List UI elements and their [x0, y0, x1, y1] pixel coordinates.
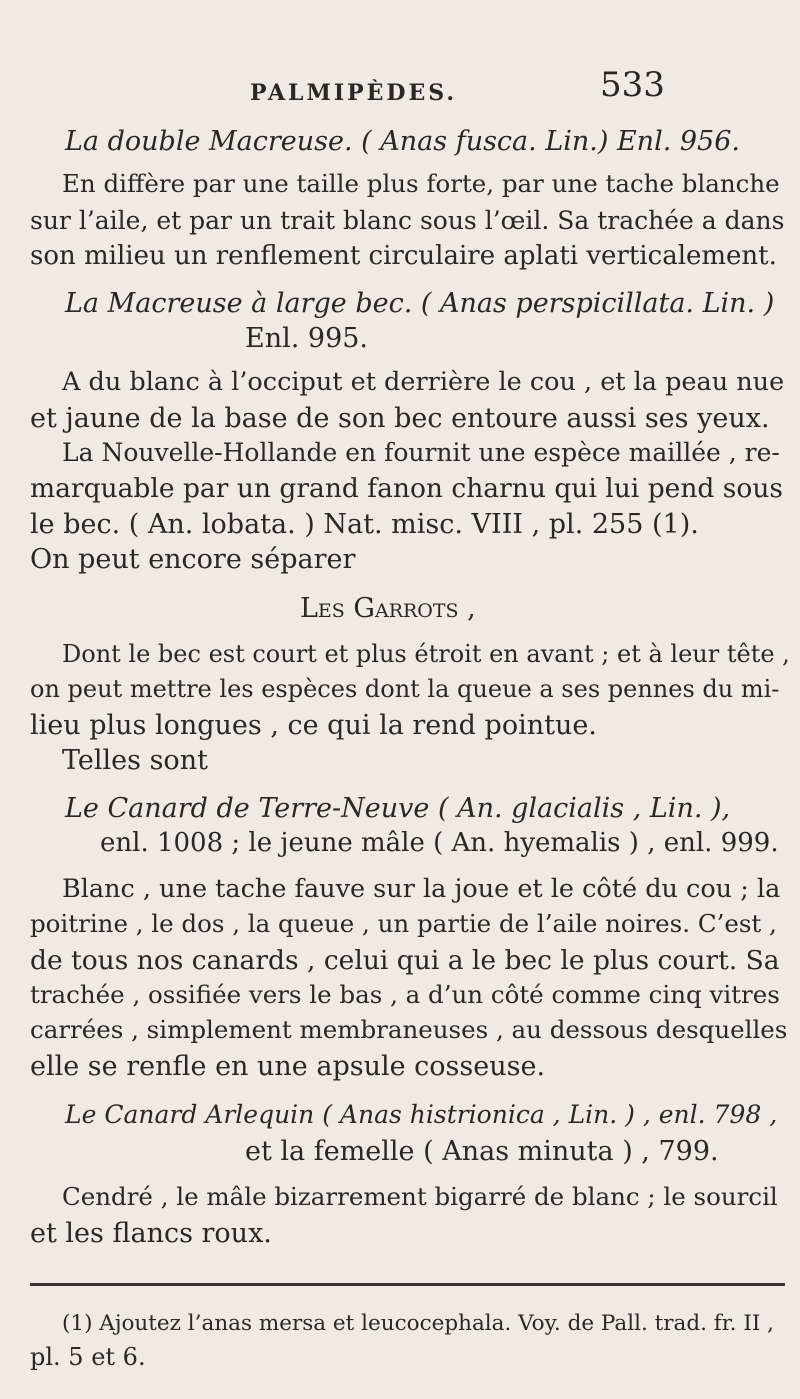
- running-head: PALMIPÈDES.: [250, 80, 458, 106]
- body-line: on peut mettre les espèces dont la queue a ses pennes du mi-: [30, 675, 780, 703]
- section-heading-canard-terre-neuve: Le Canard de Terre-Neuve ( An. glacialis , Lin. ),: [65, 793, 731, 824]
- section-heading-canard-arlequin: Le Canard Arlequin ( Anas histrionica , Lin. ) , enl. 798 ,: [65, 1100, 778, 1129]
- section-heading-garrots: Les Garrots ,: [300, 593, 476, 624]
- body-line: En diffère par une taille plus forte, par une tache blanche: [62, 169, 780, 198]
- section-heading-macreuse-large-bec: La Macreuse à large bec. ( Anas perspicillata. Lin. ): [65, 288, 775, 319]
- body-line: trachée , ossifiée vers le bas , a d’un côté comme cinq vitres: [30, 980, 780, 1009]
- body-line: sur l’aile, et par un trait blanc sous l’œil. Sa trachée a dans: [30, 206, 785, 235]
- body-line: Blanc , une tache fauve sur la joue et le côté du cou ; la: [62, 874, 781, 904]
- body-line: et les flancs roux.: [30, 1218, 272, 1249]
- body-line: Cendré , le mâle bizarrement bigarré de blanc ; le sourcil: [62, 1182, 778, 1211]
- body-line: Telles sont: [62, 745, 208, 776]
- section-heading-plate: enl. 1008 ; le jeune mâle ( An. hyemalis ) , enl. 999.: [100, 828, 779, 858]
- footnote-line: (1) Ajoutez l’anas mersa et leucocephala. Voy. de Pall. trad. fr. II ,: [62, 1311, 774, 1336]
- body-line: A du blanc à l’occiput et derrière le cou , et la peau nue: [62, 367, 785, 397]
- body-line: son milieu un renflement circulaire aplati verticalement.: [30, 241, 777, 271]
- body-line: elle se renfle en une apsule cosseuse.: [30, 1051, 546, 1082]
- footnote-rule: [30, 1283, 785, 1286]
- body-line: le bec. ( An. lobata. ) Nat. misc. VIII , pl. 255 (1).: [30, 509, 699, 540]
- body-line: de tous nos canards , celui qui a le bec le plus court. Sa: [30, 945, 780, 976]
- body-line: marquable par un grand fanon charnu qui lui pend sous: [30, 473, 784, 504]
- body-line: On peut encore séparer: [30, 544, 356, 575]
- body-line: La Nouvelle-Hollande en fournit une espèce maillée , re-: [62, 438, 780, 467]
- body-line: carrées , simplement membraneuses , au dessous desquelles: [30, 1015, 788, 1044]
- body-line: Dont le bec est court et plus étroit en avant ; et à leur tête ,: [62, 640, 790, 668]
- body-line: et jaune de la base de son bec entoure aussi ses yeux.: [30, 403, 770, 434]
- section-heading-plate: Enl. 995.: [245, 323, 369, 354]
- footnote-line: pl. 5 et 6.: [30, 1343, 146, 1371]
- section-heading-double-macreuse: La double Macreuse. ( Anas fusca. Lin.) Enl. 956.: [65, 126, 740, 157]
- page-number: 533: [600, 65, 665, 105]
- section-heading-plate: et la femelle ( Anas minuta ) , 799.: [245, 1136, 719, 1167]
- body-line: poitrine , le dos , la queue , un partie de l’aile noires. C’est ,: [30, 909, 777, 938]
- body-line: lieu plus longues , ce qui la rend pointue.: [30, 710, 597, 741]
